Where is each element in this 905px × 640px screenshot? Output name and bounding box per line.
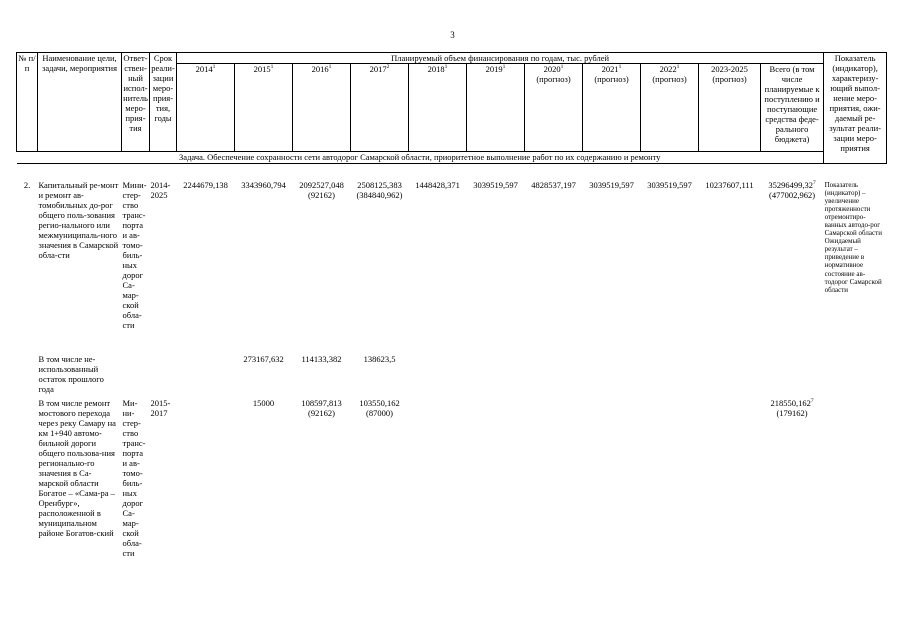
implementation-term: 2015-2017 (150, 397, 171, 418)
value-2014: 2244679,138 (183, 180, 228, 191)
header-indicator: Показатель (индикатор), характеризу-ющий выпол-нение меро-приятия, ожи-даемый ре-зультат реали-зации меро-приятия (824, 53, 887, 164)
header-year-2014: 2014$^1$ (177, 64, 235, 152)
task-title: Задача. Обеспечение сохранности сети автодорог Самарской области, приоритетное выполнение работ по их содержанию и ремонту (17, 152, 824, 164)
financing-table (16, 52, 887, 558)
responsible-executor: Ми-ни-стер-ство транс-порта и ав-томо-биль-ных дорог Са-мар-ской обла-сти (122, 397, 146, 558)
table-row (17, 164, 887, 354)
header-year-2018: 2018$^1$ (409, 64, 467, 152)
header-name: Наименование цели, задачи, мероприятия (38, 53, 122, 152)
header-responsible: Ответ-ствен-ный испол-нитель меро-прия-тия (122, 53, 150, 152)
value-2015: 273167,632 (243, 353, 284, 364)
value-2020: 4828537,197 (531, 180, 576, 191)
header-year-2017: 2017$^2$ (351, 64, 409, 152)
value-2017: 2508125,383 (384840,962) (356, 180, 403, 201)
header-year-2020: 2020$^1$ (прогноз) (525, 64, 583, 152)
page-number: 3 (450, 30, 455, 40)
indicator-text: Показатель (индикатор) – увеличение протяженности отремонтиро-ванных автодо-рог Самарской области Ожидаемый результат – приведение в нормативное состояние ав-тодорог Самарской области (824, 181, 882, 294)
table-row (17, 354, 887, 398)
header-year-2022: 2022$^1$ (прогноз) (641, 64, 699, 152)
value-2021: 3039519,597 (589, 180, 634, 191)
measure-name: Капитальный ре-монт и ремонт ав-томобильных до-рог общего поль-зования регио-нального или межмуниципаль-ного значения в Самарской обла-сти (38, 180, 119, 261)
value-2018: 1448428,371 (415, 180, 460, 191)
value-2019: 3039519,597 (473, 180, 518, 191)
value-2022: 3039519,597 (647, 180, 692, 191)
value-2016: 114133,382 (301, 353, 342, 364)
header-num: № п/п (17, 53, 38, 152)
row-number: 2. (23, 180, 31, 191)
value-2015: 3343960,794 (241, 180, 286, 191)
value-total: 35296499,32$^7$ (477002,962) (768, 180, 816, 201)
header-year-2016: 2016$^1$ (293, 64, 351, 152)
table-row (17, 398, 887, 558)
value-2016: 108597,813 (92162) (301, 397, 342, 418)
header-year-2023-2025: 2023-2025 (прогноз) (699, 64, 761, 152)
header-year-2015: 2015$^1$ (235, 64, 293, 152)
value-2017: 103550,162 (87000) (359, 397, 400, 418)
value-total: 218550,162$^7$ (179162) (770, 397, 814, 418)
responsible-executor: Мини-стер-ство транс-порта и ав-томо-биль-ных дорог Са-мар-ской обла-сти (122, 180, 147, 331)
header-year-2021: 2021$^1$ (прогноз) (583, 64, 641, 152)
implementation-term: 2014-2025 (150, 180, 171, 201)
header-total: Всего (в том числе планируемые к поступлению и поступающие средства феде-рального бюджета) (761, 64, 824, 152)
value-2016: 2092527,048 (92162) (299, 180, 344, 201)
value-2015: 15000 (252, 397, 275, 408)
header-year-2019: 2019$^1$ (467, 64, 525, 152)
measure-name: В том числе ремонт мостового перехода через реку Самару на км 1+940 автомо-бильной дороги общего пользова-ния регионально-го значения в Са-марской области Богатое – «Сама-ра – Оренбург», расположенной в муниципальном районе Богатов-ский (38, 397, 116, 538)
measure-name: В том числе не-использованный остаток прошлого года (38, 353, 104, 394)
header-term: Срок реали-зации меро-прия-тия, годы (150, 53, 177, 152)
value-2017: 138623,5 (363, 353, 396, 364)
header-planned-financing: Планируемый объем финансирования по годам, тыс. рублей (177, 53, 824, 64)
value-2023-2025: 10237607,111 (705, 180, 754, 191)
